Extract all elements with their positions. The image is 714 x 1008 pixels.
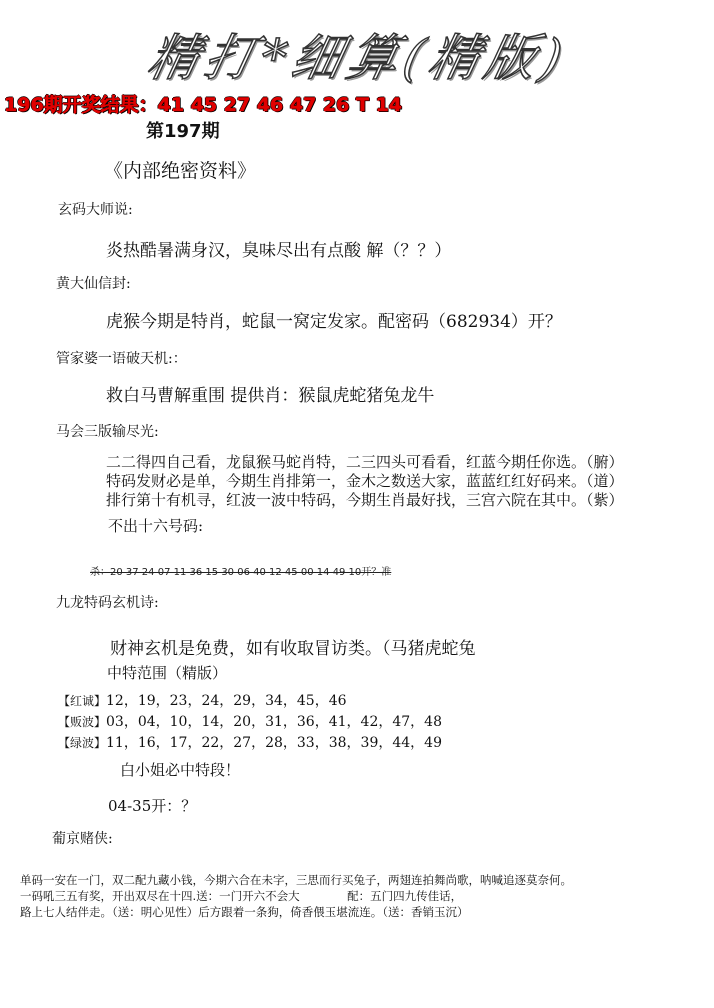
mahui-label: 马会三版输尽光: [56,424,159,440]
xuanma-text: 炎热酷暑满身汉，臭味尽出有点酸 解（？？） [106,241,452,261]
duan-text: 04-35开：？ [108,797,197,815]
mahui-line: 二二得四自己看，龙鼠猴马蛇肖特，二三四头可看看，红蓝今期任你选。（腑） [106,453,624,471]
wave-tag: 【绿波】 [58,736,107,750]
huang-text: 虎猴今期是特肖，蛇鼠一窝定发家。配密码（682934）开？ [106,312,562,332]
bottom-poem-line: 路上七人结伴走。（送：明心见性）后方跟着一条狗，倚香偎玉堪流连。（送：香销玉沉） [20,905,469,919]
wave-tag: 【贩波】 [58,715,107,729]
guanjia-text: 救白马曹解重围 提供肖：猴鼠虎蛇猪兔龙牛 [106,386,435,406]
pujing-label: 葡京赌侠: [52,831,113,847]
bottom-poem-line: 一码吼三五有奖，开出双尽在十四.送：一门开六不会大 配：五门四九传佳话， [20,889,463,903]
baixiaojie-text: 白小姐必中特段！ [120,761,241,779]
mahui-line: 排行第十有机寻，红波一波中特码，今期生肖最好找，三宫六院在其中。（紫） [106,491,624,509]
wave-numbers: 12，19，23，24，29，34，45，46 [106,693,347,709]
issue-number: 第197期 [146,121,220,142]
kill-numbers-line: 杀：20 37 24 07 11 36 15 30 06 40 12 45 00 14 49 10开？准 [90,567,392,578]
wave-row-blue [58,711,442,731]
bottom-poem-line: 单码一安在一门，双二配九藏小钱，今期六合在未字，三思而行买兔子，两翅连拍舞尚歌，呐喊追逐莫奈何。 [20,873,572,887]
document-title: 《内部绝密资料》 [104,160,257,182]
huang-label: 黄大仙信封: [56,276,131,292]
wave-row-red [58,690,347,710]
draw-result-line: 196期开奖结果：41 45 27 46 47 26 T 14 [4,94,403,116]
jiulong-label: 九龙特码玄机诗: [56,595,159,611]
jiulong-text: 财神玄机是免费，如有收取冒访类。（马猪虎蛇兔 [110,639,476,659]
wave-numbers: 03，04，10，14，20，31，36，41，42，47，48 [106,714,442,730]
wave-tag: 【红诚】 [58,694,107,708]
guanjia-label: 管家婆一语破天机:： [56,351,187,367]
mahui-line: 特码发财必是单，今期生肖排第一，金木之数送大家，蓝蓝红红好码来。（道） [106,472,624,490]
xuanma-label: 玄码大师说: [58,202,133,218]
wave-row-green [58,732,442,752]
range-label: 中特范围（精版） [107,664,228,682]
wave-numbers: 11，16，17，22，27，28，33，38，39，44，49 [106,735,442,751]
banner-title: 精打*细算(精版) [142,29,574,87]
not16-label: 不出十六号码: [108,517,204,535]
